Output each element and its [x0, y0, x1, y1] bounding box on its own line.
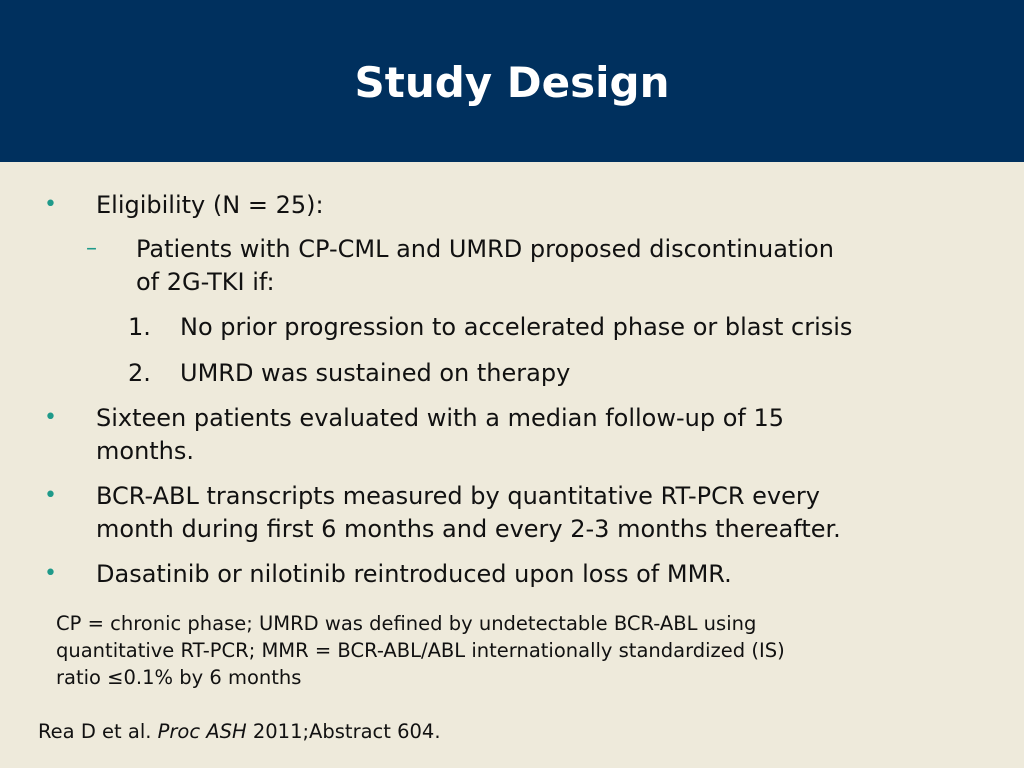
- sub-bullet-line1: Patients with CP-CML and UMRD proposed discontinuation: [136, 235, 834, 263]
- bullet-transcripts-line2: month during first 6 months and every 2-3 months thereafter.: [96, 515, 841, 543]
- citation-details: 2011;Abstract 604.: [246, 720, 441, 743]
- bullet-icon: •: [44, 561, 57, 586]
- citation: [38, 718, 441, 746]
- list-number: 1.: [128, 313, 151, 341]
- bullet-icon: •: [44, 483, 57, 508]
- sub-bullet-line2: of 2G-TKI if:: [136, 268, 275, 296]
- list-number: 2.: [128, 359, 151, 387]
- bullet-icon: •: [44, 192, 57, 217]
- bullet-transcripts-line1: BCR-ABL transcripts measured by quantitative RT-PCR every: [96, 482, 820, 510]
- bullet-patients-line2: months.: [96, 437, 195, 465]
- bullet-eligibility: Eligibility (N = 25):: [96, 191, 324, 219]
- bullet-patients-line1: Sixteen patients evaluated with a median follow-up of 15: [96, 404, 785, 432]
- footnote-line2: quantitative RT-PCR; MMR = BCR-ABL/ABL internationally standardized (IS): [56, 639, 785, 662]
- citation-journal: Proc ASH: [157, 720, 247, 743]
- slide-title: Study Design: [354, 58, 670, 107]
- bullet-reintroduced: Dasatinib or nilotinib reintroduced upon loss of MMR.: [96, 560, 732, 588]
- footnote: [56, 610, 956, 691]
- footnote-line1: CP = chronic phase; UMRD was defined by undetectable BCR-ABL using: [56, 612, 757, 635]
- bullet-icon: •: [44, 405, 57, 430]
- footnote-line3: ratio ≤0.1% by 6 months: [56, 666, 302, 689]
- list-item: No prior progression to accelerated phase or blast crisis: [180, 313, 853, 341]
- citation-authors: Rea D et al.: [38, 720, 158, 743]
- dash-icon: –: [86, 236, 97, 261]
- list-item: UMRD was sustained on therapy: [180, 359, 571, 387]
